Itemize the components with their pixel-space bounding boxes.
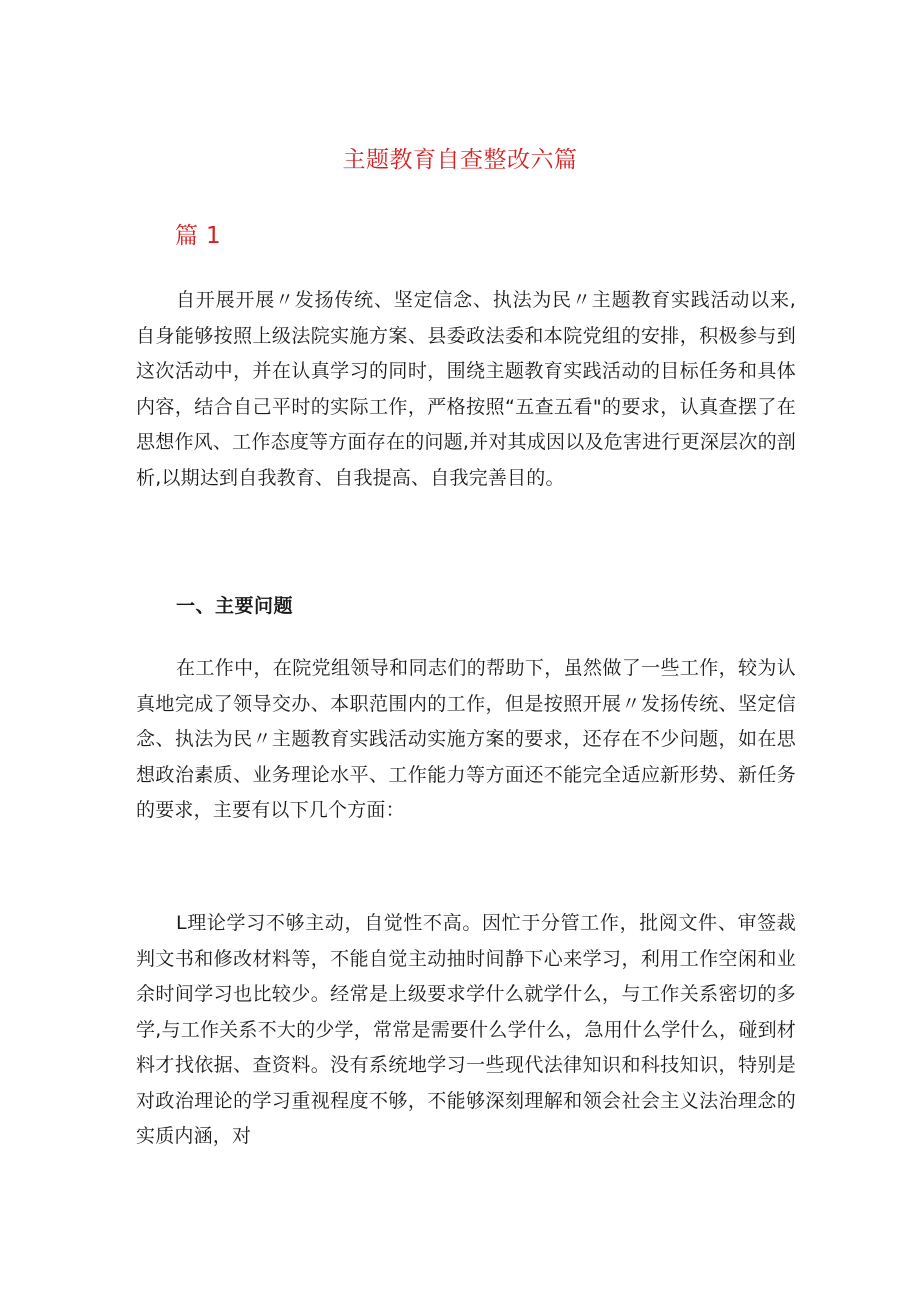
intro-paragraph: 自开展开展〃发扬传统、坚定信念、执法为民〃主题教育实践活动以来,自身能够按照上级法院实施方案、县委政法委和本院党组的安排，积极参与到这次活动中，并在认真学习的同时，围绕主题教育实践活动的目标任务和具体内容，结合自己平时的实际工作，严格按照“五查五看"的要求，认真查摆了在思想作风、工作态度等方面存在的问题,并对其成因以及危害进行更深层次的剖析,以期达到自我教育、自我提高、自我完善目的。 bbox=[136, 289, 796, 489]
document-title: 主题教育自查整改六篇 bbox=[342, 147, 578, 173]
section-heading bbox=[175, 219, 221, 253]
section-label: 篇 bbox=[175, 223, 198, 249]
subheading-main-problems: 一、主要问题 bbox=[176, 595, 294, 617]
study-paragraph: L理论学习不够主动，自觉性不高。因忙于分管工作，批阅文件、审签裁判文书和修改材料等，不能自觉主动抽时间静下心来学习，利用工作空闲和业余时间学习也比较少。经常是上级要求学什么就学什么，与工作关系密切的多学,与工作关系不大的少学，常常是需要什么学什么，急用什么学什么，碰到材料才找依据、查资料。没有系统地学习一些现代法律知识和科技知识，特别是对政治理论的学习重视程度不够，不能够深刻理解和领会社会主义法治理念的实质内涵，对 bbox=[136, 912, 796, 1147]
problems-paragraph: 在工作中，在院党组领导和同志们的帮助下，虽然做了一些工作，较为认真地完成了领导交办、本职范围内的工作，但是按照开展〃发扬传统、坚定信念、执法为民〃主题教育实践活动实施方案的要求，还存在不少问题，如在思想政治素质、业务理论水平、工作能力等方面还不能完全适应新形势、新任务的要求，主要有以下几个方面： bbox=[136, 657, 796, 821]
section-number: 1 bbox=[206, 223, 221, 249]
